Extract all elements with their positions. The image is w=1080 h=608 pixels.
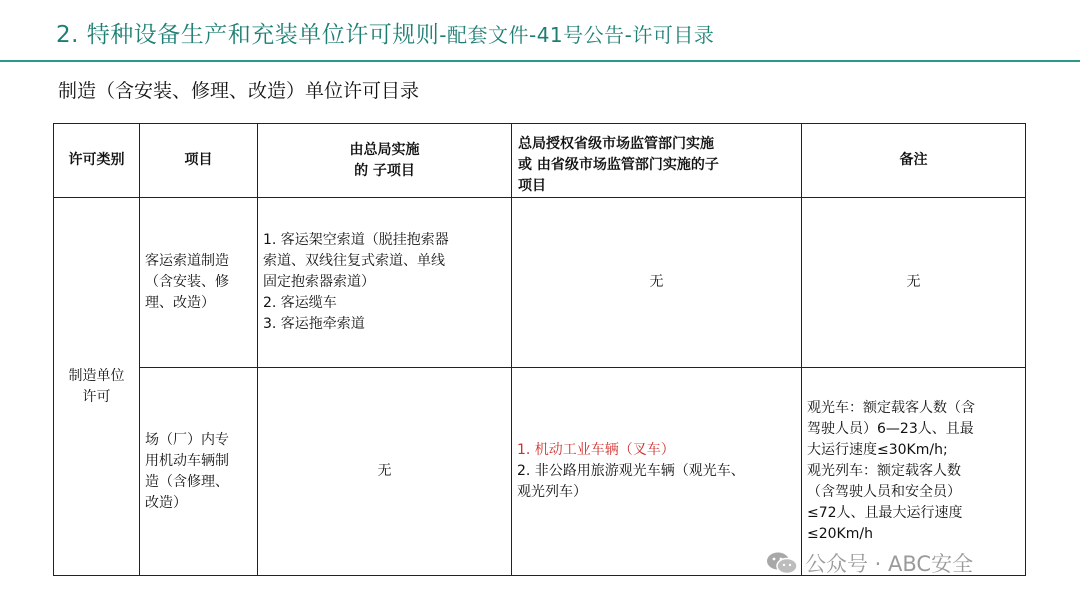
item-line: 场（厂）内专 xyxy=(145,431,229,448)
item-cell xyxy=(140,368,258,576)
table-row xyxy=(54,368,1026,576)
header-hq-line1: 由总局实施 xyxy=(349,141,420,158)
item-line: 改造） xyxy=(145,494,187,511)
header-provincial-line2: 或 由省级市场监管部门实施的子 xyxy=(518,157,719,173)
category-line1: 制造单位 xyxy=(68,367,125,384)
hq-line: 固定抱索器索道） xyxy=(263,274,375,290)
header-item: 项目 xyxy=(140,124,258,198)
item-cell xyxy=(140,198,258,368)
remarks-line: 驾驶人员）6—23人、且最 xyxy=(807,421,974,437)
hq-line: 索道、双线往复式索道、单线 xyxy=(263,253,445,269)
hq-line: 1. 客运架空索道（脱挂抱索器 xyxy=(263,232,449,248)
provincial-line: 2. 非公路用旅游观光车辆（观光车、 xyxy=(517,463,745,479)
watermark xyxy=(765,548,973,578)
wechat-icon xyxy=(765,551,799,575)
remarks-cell: 无 xyxy=(802,198,1026,368)
remarks-cell xyxy=(802,368,1026,576)
remarks-line: 观光列车：额定载客人数 xyxy=(807,463,961,479)
item-line: （含安装、修 xyxy=(145,274,229,290)
hq-subitems-cell xyxy=(258,198,512,368)
provincial-line-highlighted: 1. 机动工业车辆（叉车） xyxy=(517,442,675,458)
item-line: 用机动车辆制 xyxy=(145,452,229,469)
title-main: 2. 特种设备生产和充装单位许可规则 xyxy=(56,22,440,48)
provincial-subitems-cell: 无 xyxy=(512,198,802,368)
item-line: 造（含修理、 xyxy=(145,473,229,490)
page-title xyxy=(56,16,714,49)
header-provincial-line1: 总局授权省级市场监管部门实施 xyxy=(518,136,714,152)
category-line2: 许可 xyxy=(82,388,111,405)
header-provincial-line3: 项目 xyxy=(518,178,546,194)
item-line: 客运索道制造 xyxy=(145,253,229,269)
remarks-line: （含驾驶人员和安全员） xyxy=(807,484,961,500)
category-cell xyxy=(54,198,140,576)
hq-line: 2. 客运缆车 xyxy=(263,295,337,311)
title-sub: -配套文件-41号公告-许可目录 xyxy=(439,23,715,47)
table-header-row xyxy=(54,124,1026,198)
header-provincial-subitems xyxy=(512,124,802,198)
remarks-line: ≤72人、且最大运行速度 xyxy=(807,505,963,521)
watermark-text: 公众号 · ABC安全 xyxy=(805,552,974,576)
remarks-line: 大运行速度≤30Km/h; xyxy=(807,442,948,458)
title-bar xyxy=(0,0,1080,62)
permit-catalog-table xyxy=(53,123,1026,576)
table-row xyxy=(54,198,1026,368)
provincial-subitems-cell xyxy=(512,368,802,576)
hq-line: 3. 客运拖牵索道 xyxy=(263,316,365,332)
header-remarks: 备注 xyxy=(802,124,1026,198)
remarks-line: 观光车：额定载客人数（含 xyxy=(807,400,975,416)
header-hq-subitems xyxy=(258,124,512,198)
item-line: 理、改造） xyxy=(145,295,215,311)
provincial-line: 观光列车） xyxy=(517,484,587,500)
header-hq-line2: 的 子项目 xyxy=(354,162,415,179)
remarks-line: ≤20Km/h xyxy=(807,526,873,542)
hq-subitems-cell: 无 xyxy=(258,368,512,576)
section-subtitle: 制造（含安装、修理、改造）单位许可目录 xyxy=(58,80,420,102)
title-divider xyxy=(0,60,1080,62)
header-category: 许可类别 xyxy=(54,124,140,198)
